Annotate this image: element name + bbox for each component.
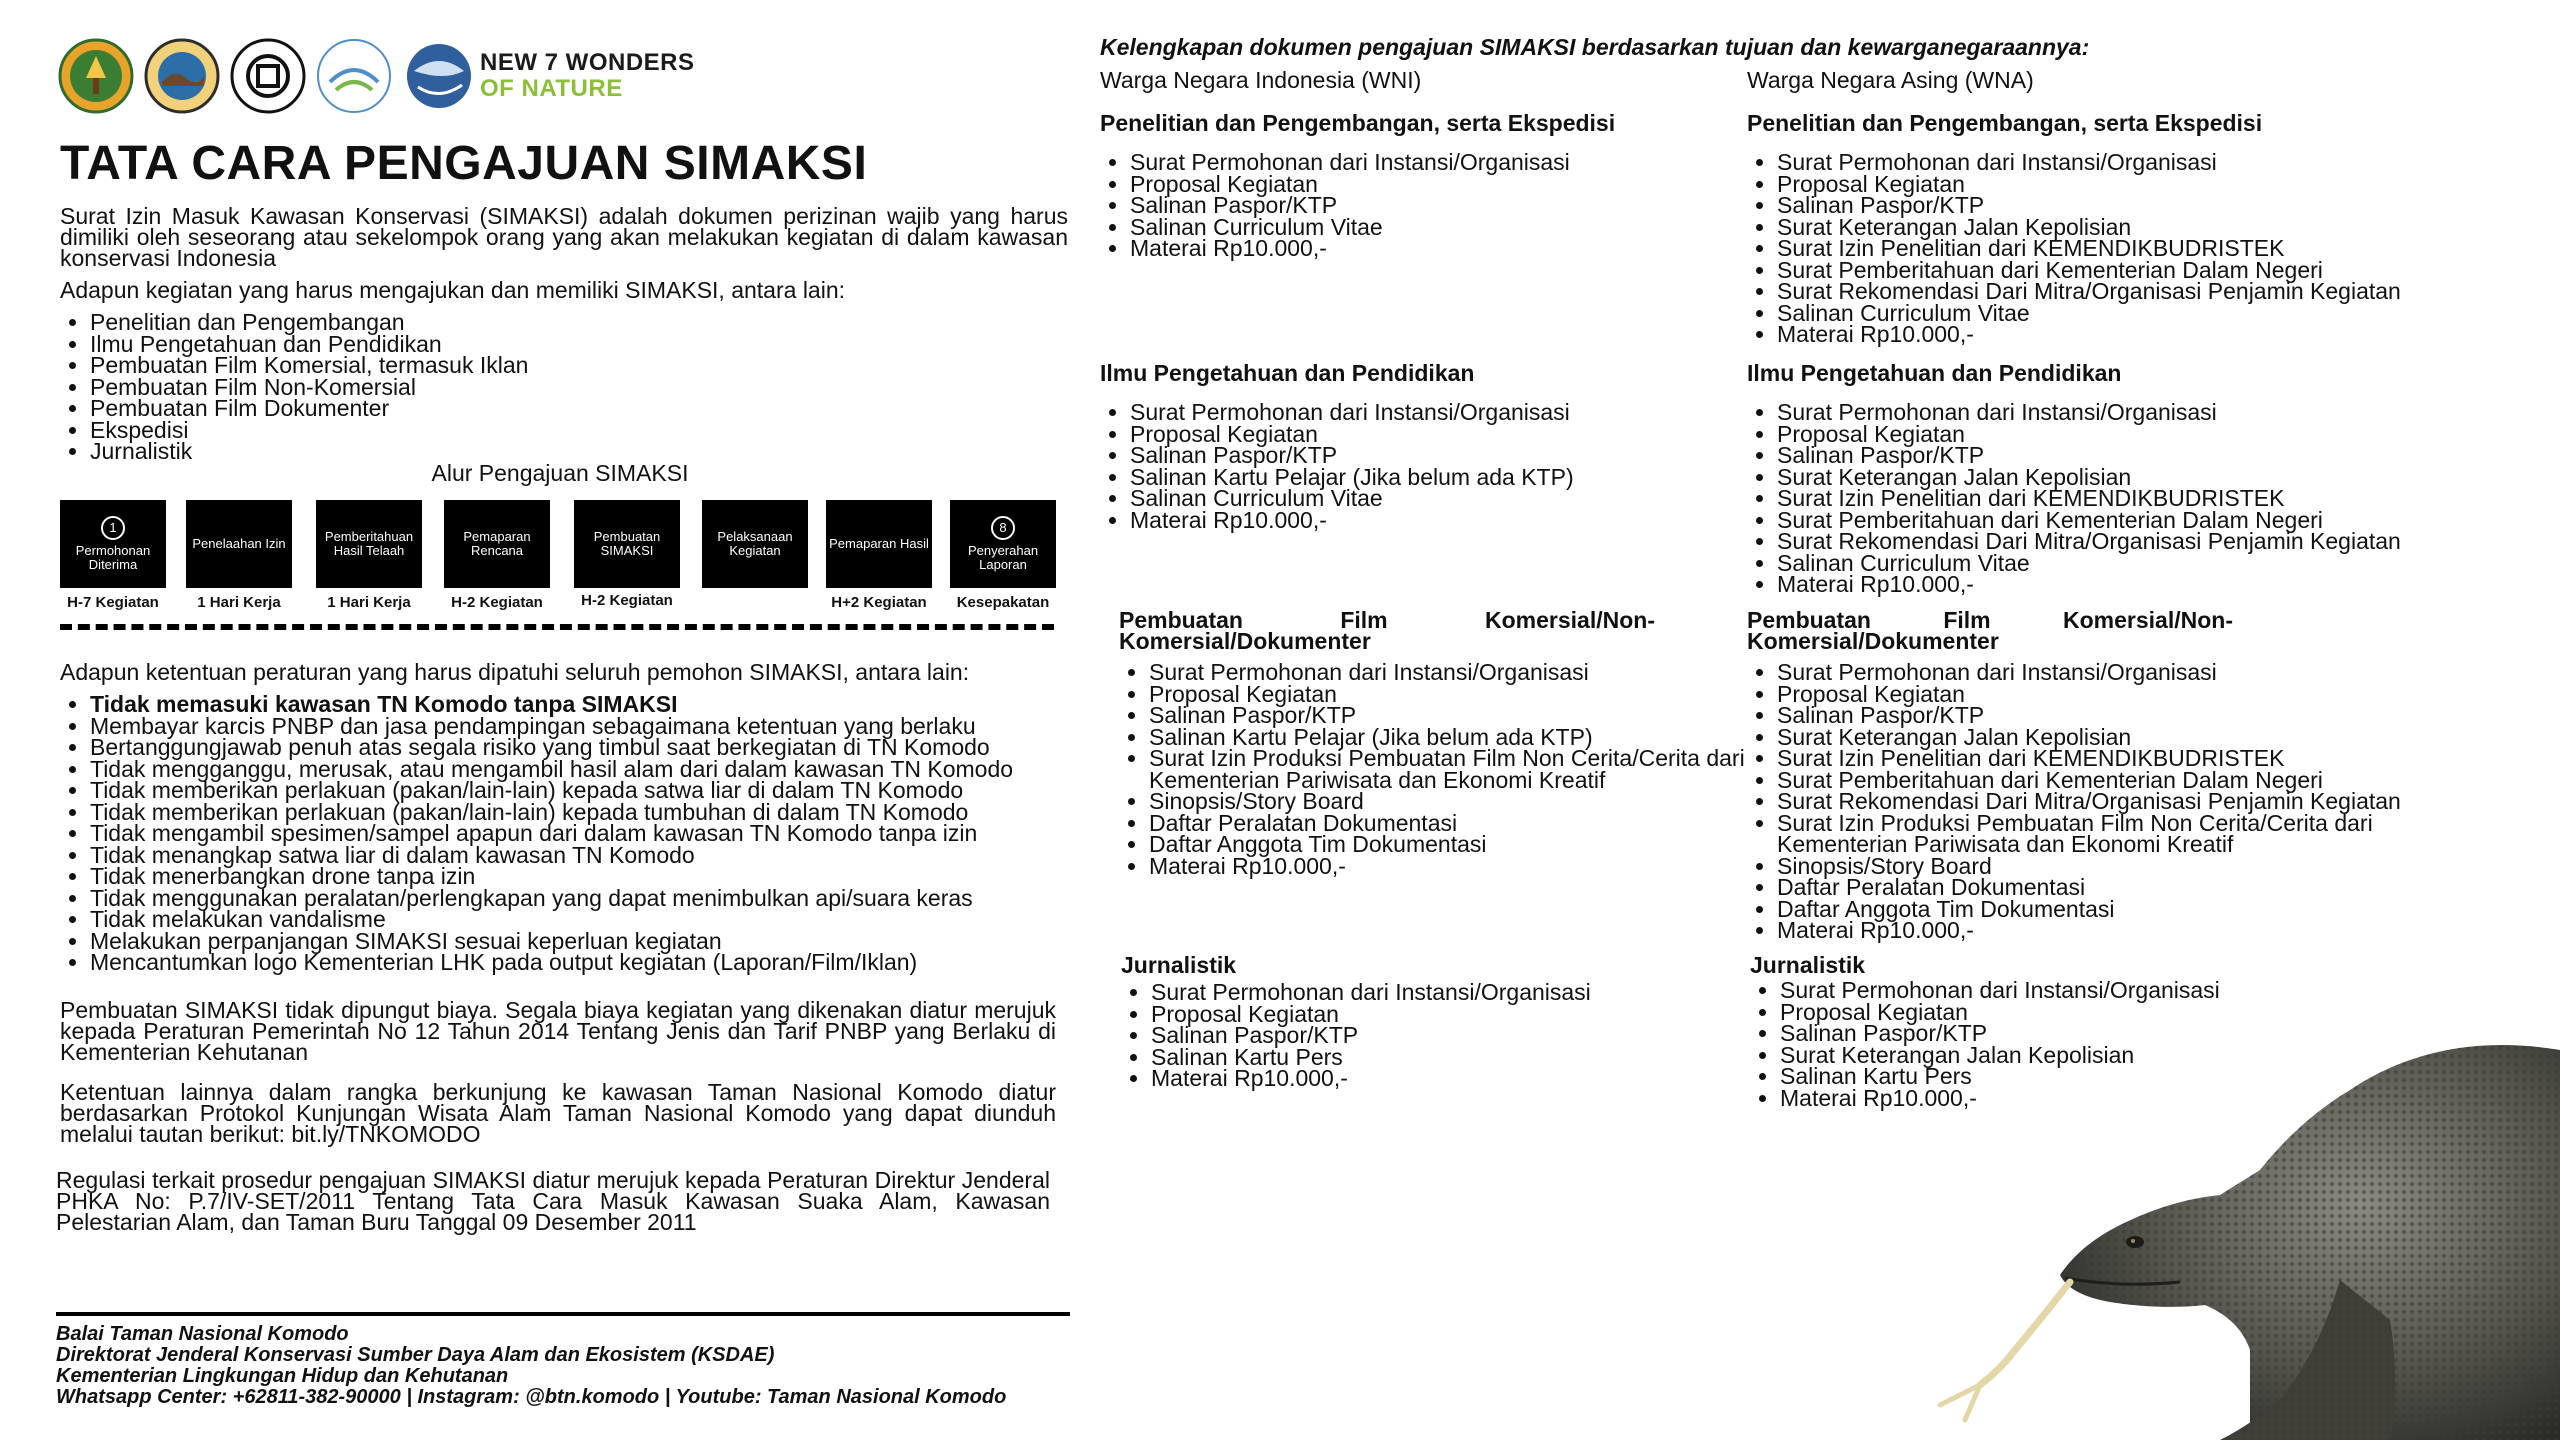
list-item: • Surat Permohonan dari Instansi/Organisasi	[1149, 662, 1759, 684]
n7w-line1: NEW 7 WONDERS	[480, 49, 695, 76]
list-item: • Daftar Anggota Tim Dokumentasi	[1149, 834, 1759, 856]
list-item: • Mencantumkan logo Kementerian LHK pada output kegiatan (Laporan/Film/Iklan)	[90, 952, 1100, 974]
list-item: • Daftar Peralatan Dokumentasi	[1149, 813, 1759, 835]
wni-heading: Warga Negara Indonesia (WNI)	[1100, 67, 1422, 93]
list-item: • Surat Keterangan Jalan Kepolisian	[1777, 217, 2537, 239]
step-number: 1	[101, 516, 125, 540]
wna-penelitian-title: Penelitian dan Pengembangan, serta Ekspedisi	[1747, 110, 2263, 136]
activities-intro: Adapun kegiatan yang harus mengajukan dan memiliki SIMAKSI, antara lain:	[60, 277, 846, 303]
list-item: • Salinan Paspor/KTP	[1777, 705, 2477, 727]
list-item: • Penelitian dan Pengembangan	[90, 312, 990, 334]
list-item: • Salinan Curriculum Vitae	[1777, 303, 2537, 325]
new7wonders-logo	[404, 41, 695, 111]
list-item: • Surat Permohonan dari Instansi/Organisasi	[1777, 402, 2537, 424]
list-item: • Surat Permohonan dari Instansi/Organisasi	[1130, 152, 1730, 174]
wni-penelitian-title: Penelitian dan Pengembangan, serta Ekspedisi	[1100, 110, 1616, 136]
list-item: • Tidak memberikan perlakuan (pakan/lain-lain) kepada satwa liar di dalam TN Komodo	[90, 780, 1100, 802]
list-item: • Materai Rp10.000,-	[1777, 574, 2537, 596]
list-item: • Proposal Kegiatan	[1777, 424, 2537, 446]
list-item: • Tidak mengambil spesimen/sampel apapun dari dalam kawasan TN Komodo tanpa izin	[90, 823, 1100, 845]
step-duration: H-2 Kegiatan	[581, 592, 673, 609]
list-item: • Bertanggungjawab penuh atas segala risiko yang timbul saat berkegiatan di TN Komodo	[90, 737, 1100, 759]
step-label: Pemaparan Rencana	[463, 529, 531, 558]
list-item: • Surat Keterangan Jalan Kepolisian	[1780, 1045, 2380, 1067]
flow-title: Alur Pengajuan SIMAKSI	[431, 460, 689, 486]
list-item: • Tidak memberikan perlakuan (pakan/lain-lain) kepada tumbuhan di dalam TN Komodo	[90, 802, 1100, 824]
wna-jurnalistik-title: Jurnalistik	[1750, 952, 1866, 978]
rules-list	[60, 691, 1100, 975]
step-number: 8	[991, 516, 1015, 540]
list-item: • Salinan Kartu Pelajar (Jika belum ada KTP)	[1149, 727, 1759, 749]
list-item: • Jurnalistik	[90, 441, 990, 463]
list-item: • Salinan Curriculum Vitae	[1130, 217, 1730, 239]
flow-step	[826, 500, 932, 588]
list-item: • Tidak menerbangkan drone tanpa izin	[90, 866, 1100, 888]
list-item: • Surat Permohonan dari Instansi/Organisasi	[1777, 662, 2477, 684]
list-item: • Surat Izin Produksi Pembuatan Film Non Cerita/Cerita dari Kementerian Pariwisata dan Ekonomi Kreatif	[1777, 813, 2477, 856]
step-duration: 1 Hari Kerja	[327, 594, 411, 611]
list-item: • Salinan Kartu Pelajar (Jika belum ada KTP)	[1130, 467, 1730, 489]
documents-heading: Kelengkapan dokumen pengajuan SIMAKSI berdasarkan tujuan dan kewarganegaraannya:	[1100, 34, 2090, 60]
step-label: Pembuatan SIMAKSI	[593, 529, 661, 558]
list-item: • Surat Keterangan Jalan Kepolisian	[1777, 467, 2537, 489]
list-item: • Pembuatan Film Dokumenter	[90, 398, 990, 420]
list-item: • Proposal Kegiatan	[1149, 684, 1759, 706]
step-duration: H-2 Kegiatan	[451, 594, 543, 611]
activities-list	[60, 309, 990, 464]
list-item: • Surat Izin Penelitian dari KEMENDIKBUDRISTEK	[1777, 748, 2477, 770]
list-item: • Proposal Kegiatan	[1777, 684, 2477, 706]
list-item: • Daftar Peralatan Dokumentasi	[1777, 877, 2477, 899]
list-item: • Membayar karcis PNBP dan jasa pendampingan sebagaimana ketentuan yang berlaku	[90, 716, 1100, 738]
footer-line: Direktorat Jenderal Konservasi Sumber Daya Alam dan Ekosistem (KSDAE)	[56, 1344, 775, 1366]
footer-line: Kementerian Lingkungan Hidup dan Kehutanan	[56, 1365, 509, 1387]
wni-jurnalistik-list	[1121, 979, 1751, 1091]
wna-film-list	[1747, 659, 2477, 943]
list-item: • Salinan Paspor/KTP	[1130, 445, 1730, 467]
other-rules-paragraph: Ketentuan lainnya dalam rangka berkunjung ke kawasan Taman Nasional Komodo diatur berdasarkan Protokol Kunjungan Wisata Alam Taman Nasional Komodo yang dapat diunduh melalui tautan berikut: bit.ly/TNKOMODO	[60, 1079, 1056, 1147]
list-item: • Proposal Kegiatan	[1780, 1002, 2380, 1024]
list-item: • Surat Permohonan dari Instansi/Organisasi	[1151, 982, 1751, 1004]
list-item: • Tidak menangkap satwa liar di dalam kawasan TN Komodo	[90, 845, 1100, 867]
list-item: • Melakukan perpanjangan SIMAKSI sesuai keperluan kegiatan	[90, 931, 1100, 953]
step-label: Penelaahan Izin	[192, 536, 286, 551]
list-item: • Surat Rekomendasi Dari Mitra/Organisasi Penjamin Kegiatan	[1777, 791, 2477, 813]
list-item: • Tidak menggunakan peralatan/perlengkapan yang dapat menimbulkan api/suara keras	[90, 888, 1100, 910]
footer-line: Whatsapp Center: +62811-382-90000 | Instagram: @btn.komodo | Youtube: Taman Nasional Komodo	[56, 1386, 1007, 1408]
list-item: • Proposal Kegiatan	[1777, 174, 2537, 196]
list-item: • Salinan Paspor/KTP	[1777, 445, 2537, 467]
step-duration: Kesepakatan	[956, 594, 1050, 611]
list-item: • Tidak mengganggu, merusak, atau mengambil hasil alam dari dalam kawasan TN Komodo	[90, 759, 1100, 781]
list-item: • Surat Permohonan dari Instansi/Organisasi	[1130, 402, 1730, 424]
intro-paragraph: Surat Izin Masuk Kawasan Konservasi (SIMAKSI) adalah dokumen perizinan wajib yang harus dimiliki oleh seseorang atau sekelompok orang yang akan melakukan kegiatan di dalam kawasan konservasi Indonesia	[60, 203, 1068, 271]
komodo-dragon-image	[1920, 1020, 2560, 1440]
list-item: • Proposal Kegiatan	[1151, 1004, 1751, 1026]
wna-film-title: Pembuatan Film Komersial/Non-Komersial/Dokumenter	[1747, 607, 2233, 654]
list-item: • Salinan Paspor/KTP	[1780, 1023, 2380, 1045]
list-item: • Salinan Paspor/KTP	[1149, 705, 1759, 727]
n7w-line2: OF NATURE	[480, 75, 623, 102]
list-item: • Surat Pemberitahuan dari Kementerian Dalam Negeri	[1777, 510, 2537, 532]
list-item: • Daftar Anggota Tim Dokumentasi	[1777, 899, 2477, 921]
list-item: • Salinan Paspor/KTP	[1151, 1025, 1751, 1047]
step-label: Pelaksanaan Kegiatan	[717, 529, 793, 558]
list-item: • Materai Rp10.000,-	[1130, 238, 1730, 260]
wni-film-list	[1119, 659, 1759, 879]
wna-ilmu-title: Ilmu Pengetahuan dan Pendidikan	[1747, 360, 2122, 386]
list-item: • Salinan Kartu Pers	[1151, 1047, 1751, 1069]
list-item: • Salinan Paspor/KTP	[1777, 195, 2537, 217]
list-item: • Surat Permohonan dari Instansi/Organisasi	[1780, 980, 2380, 1002]
wni-ilmu-title: Ilmu Pengetahuan dan Pendidikan	[1100, 360, 1475, 386]
list-item: • Surat Izin Penelitian dari KEMENDIKBUDRISTEK	[1777, 238, 2537, 260]
step-label: Pemaparan Hasil	[829, 536, 929, 551]
taman-nasional-komodo-logo	[144, 38, 220, 114]
biosphere-reserve-logo	[316, 38, 392, 114]
step-duration: H-7 Kegiatan	[67, 594, 159, 611]
list-item: • Materai Rp10.000,-	[1777, 920, 2477, 942]
flow-step	[444, 500, 550, 588]
footer	[56, 1324, 1006, 1408]
cost-paragraph: Pembuatan SIMAKSI tidak dipungut biaya. Segala biaya kegiatan yang dikenakan diatur merujuk kepada Peraturan Pemerintah No 12 Tahun 2014 Tentang Jenis dan Tarif PNBP yang Berlaku di Kementerian Kehutanan	[60, 997, 1056, 1065]
flow-step	[186, 500, 292, 588]
klhk-logo	[58, 38, 134, 114]
flow-durations	[60, 594, 1060, 616]
list-item: • Surat Rekomendasi Dari Mitra/Organisasi Penjamin Kegiatan	[1777, 281, 2537, 303]
footer-divider	[56, 1312, 1070, 1316]
list-item: • Surat Rekomendasi Dari Mitra/Organisasi Penjamin Kegiatan	[1777, 531, 2537, 553]
dashed-divider	[60, 624, 1054, 630]
list-item: • Salinan Kartu Pers	[1780, 1066, 2380, 1088]
list-item: • Salinan Curriculum Vitae	[1130, 488, 1730, 510]
list-item: • Surat Pemberitahuan dari Kementerian Dalam Negeri	[1777, 260, 2537, 282]
globe-icon	[404, 41, 474, 111]
flow-step	[950, 500, 1056, 588]
list-item: • Proposal Kegiatan	[1130, 174, 1730, 196]
list-item: • Materai Rp10.000,-	[1130, 510, 1730, 532]
step-label: Penyerahan Laporan	[967, 543, 1039, 572]
flow-step	[60, 500, 166, 588]
list-item: • Materai Rp10.000,-	[1151, 1068, 1751, 1090]
wni-penelitian-list	[1100, 149, 1730, 261]
list-item: • Sinopsis/Story Board	[1777, 856, 2477, 878]
list-item: • Surat Permohonan dari Instansi/Organisasi	[1777, 152, 2537, 174]
list-item: • Materai Rp10.000,-	[1777, 324, 2537, 346]
step-label: Permohonan Diterima	[75, 543, 151, 572]
list-item: • Ilmu Pengetahuan dan Pendidikan	[90, 334, 990, 356]
wna-penelitian-list	[1747, 149, 2537, 347]
flow-steps	[60, 500, 1060, 590]
logo-row	[58, 38, 695, 114]
list-item: • Surat Pemberitahuan dari Kementerian Dalam Negeri	[1777, 770, 2477, 792]
list-item: • Sinopsis/Story Board	[1149, 791, 1759, 813]
step-duration: 1 Hari Kerja	[197, 594, 281, 611]
flow-step	[702, 500, 808, 588]
world-heritage-logo	[230, 38, 306, 114]
list-item: • Ekspedisi	[90, 420, 990, 442]
list-item: • Pembuatan Film Non-Komersial	[90, 377, 990, 399]
list-item: • Pembuatan Film Komersial, termasuk Iklan	[90, 355, 990, 377]
list-item: • Surat Izin Penelitian dari KEMENDIKBUDRISTEK	[1777, 488, 2537, 510]
list-item: • Materai Rp10.000,-	[1780, 1088, 2380, 1110]
list-item: • Tidak memasuki kawasan TN Komodo tanpa SIMAKSI	[90, 694, 1100, 716]
list-item: • Materai Rp10.000,-	[1149, 856, 1759, 878]
list-item: • Salinan Paspor/KTP	[1130, 195, 1730, 217]
rules-intro: Adapun ketentuan peraturan yang harus dipatuhi seluruh pemohon SIMAKSI, antara lain:	[60, 659, 970, 685]
footer-line: Balai Taman Nasional Komodo	[56, 1323, 349, 1345]
step-label: Pemberitahuan Hasil Telaah	[324, 529, 414, 558]
list-item: • Tidak melakukan vandalisme	[90, 909, 1100, 931]
wni-ilmu-list	[1100, 399, 1730, 533]
flow-step	[316, 500, 422, 588]
wni-jurnalistik-title: Jurnalistik	[1121, 952, 1237, 978]
wna-heading: Warga Negara Asing (WNA)	[1747, 67, 2034, 93]
list-item: • Surat Izin Produksi Pembuatan Film Non Cerita/Cerita dari Kementerian Pariwisata dan Ekonomi Kreatif	[1149, 748, 1759, 791]
page-title: TATA CARA PENGAJUAN SIMAKSI	[60, 137, 868, 190]
list-item: • Proposal Kegiatan	[1130, 424, 1730, 446]
list-item: • Surat Keterangan Jalan Kepolisian	[1777, 727, 2477, 749]
step-duration: H+2 Kegiatan	[831, 594, 927, 611]
wna-ilmu-list	[1747, 399, 2537, 597]
list-item: • Salinan Curriculum Vitae	[1777, 553, 2537, 575]
wni-film-title: Pembuatan Film Komersial/Non-Komersial/Dokumenter	[1119, 607, 1655, 654]
flow-step	[574, 500, 680, 588]
regulation-paragraph: Regulasi terkait prosedur pengajuan SIMAKSI diatur merujuk kepada Peraturan Direktur Jenderal PHKA No: P.7/IV-SET/2011 Tentang Tata Cara Masuk Kawasan Suaka Alam, Kawasan Pelestarian Alam, dan Taman Buru Tanggal 09 Desember 2011	[56, 1167, 1050, 1235]
